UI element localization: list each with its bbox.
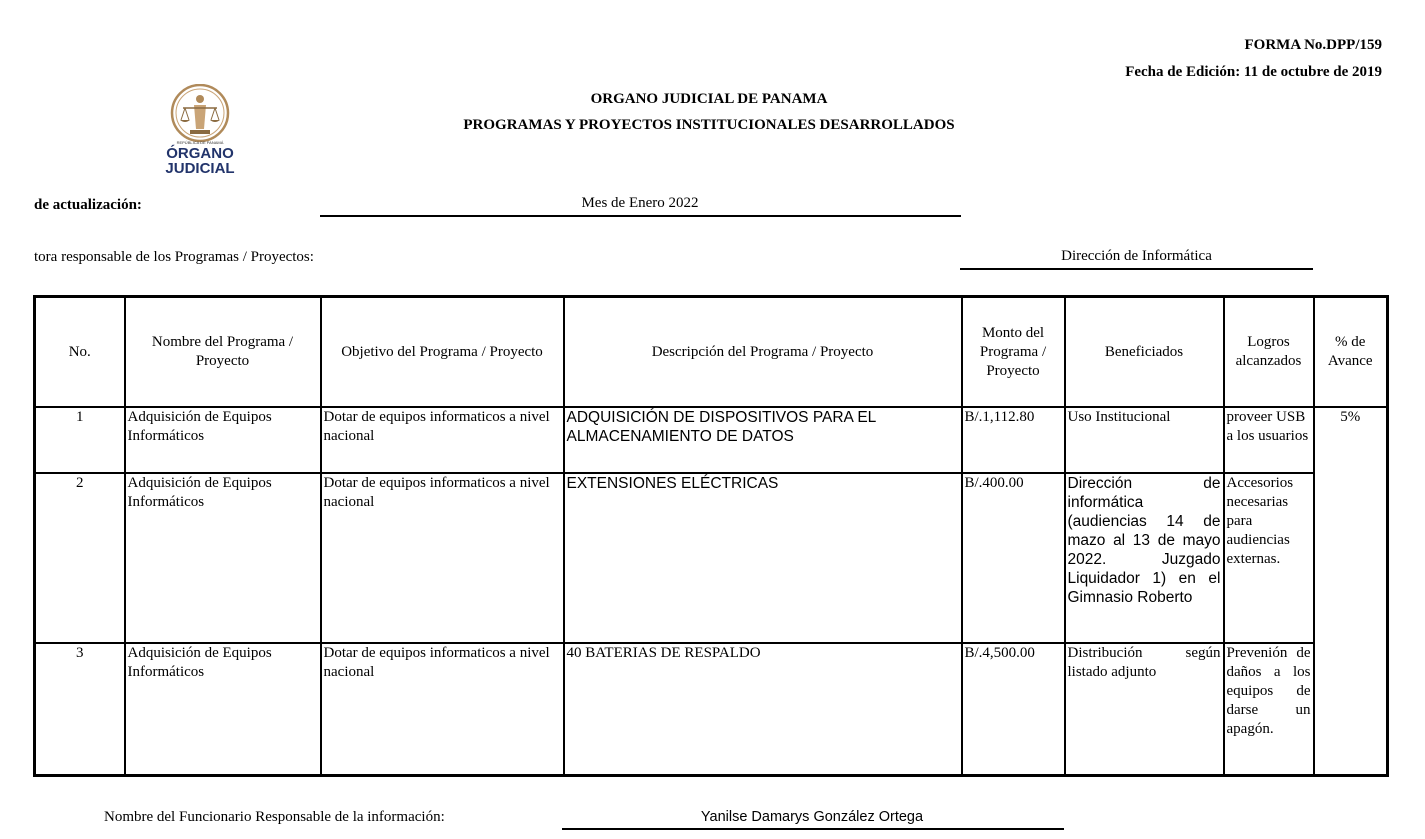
- header-avance: % de Avance: [1314, 297, 1388, 408]
- responsible-official-value: Yanilse Damarys González Ortega: [700, 809, 924, 825]
- cell-monto: B/.400.00: [962, 473, 1065, 643]
- table-row: [35, 473, 1388, 643]
- header-beneficiados: Beneficiados: [1065, 297, 1224, 408]
- document-title: PROGRAMAS Y PROYECTOS INSTITUCIONALES DESARROLLADOS: [463, 117, 955, 133]
- cell-nombre: Adquisición de Equipos Informáticos: [125, 643, 321, 775]
- cell-nombre: Adquisición de Equipos Informáticos: [125, 473, 321, 643]
- cell-descripcion: 40 BATERIAS DE RESPALDO: [564, 643, 962, 775]
- table-header-row: [35, 297, 1388, 408]
- cell-monto: B/.1,112.80: [962, 407, 1065, 473]
- update-date-label: de actualización:: [34, 197, 142, 213]
- cell-logros: Accesorios necesarias para audiencias externas.: [1224, 473, 1314, 643]
- table-row: [35, 643, 1388, 775]
- header-monto: Monto del Programa / Proyecto: [962, 297, 1065, 408]
- update-date-value: Mes de Enero 2022: [581, 195, 699, 211]
- cell-objetivo: Dotar de equipos informaticos a nivel nacional: [321, 643, 564, 775]
- cell-no: 3: [35, 643, 125, 775]
- responsible-unit-underline: [960, 268, 1313, 270]
- cell-descripcion: EXTENSIONES ELÉCTRICAS: [564, 473, 962, 643]
- responsible-official-underline: [562, 828, 1064, 830]
- cell-nombre: Adquisición de Equipos Informáticos: [125, 407, 321, 473]
- cell-beneficiados: Distribución según listado adjunto: [1065, 643, 1224, 775]
- logo-small-text: REPÚBLICA DE PANAMÁ: [176, 140, 224, 145]
- organo-judicial-logo: [157, 84, 243, 176]
- header-objetivo: Objetivo del Programa / Proyecto: [321, 297, 564, 408]
- edition-date: Fecha de Edición: 11 de octubre de 2019: [1125, 64, 1382, 80]
- cell-objetivo: Dotar de equipos informaticos a nivel nacional: [321, 407, 564, 473]
- svg-text:JUDICIAL: JUDICIAL: [165, 160, 235, 176]
- header-descripcion: Descripción del Programa / Proyecto: [564, 297, 962, 408]
- cell-no: 1: [35, 407, 125, 473]
- header-logros: Logros alcanzados: [1224, 297, 1314, 408]
- responsible-official-label: Nombre del Funcionario Responsable de la información:: [104, 809, 445, 825]
- responsible-unit-label: tora responsable de los Programas / Proyectos:: [34, 249, 314, 265]
- beneficiados-text: Dirección de informática (audiencias 14 de mazo al 13 de mayo 2022. Juzgado Liquidador 1) en el Gimnasio Roberto: [1067, 475, 1221, 606]
- cell-monto: B/.4,500.00: [962, 643, 1065, 775]
- cell-objetivo: Dotar de equipos informaticos a nivel nacional: [321, 473, 564, 643]
- table-row: [35, 407, 1388, 473]
- cell-logros: Prevenión de daños a los equipos de darse un apagón.: [1224, 643, 1314, 775]
- svg-text:ÓRGANO: ÓRGANO: [166, 145, 234, 162]
- projects-table: [33, 295, 1389, 777]
- update-date-underline: [320, 215, 961, 217]
- form-number: FORMA No.DPP/159: [1244, 37, 1382, 53]
- organization-title: ORGANO JUDICIAL DE PANAMA: [590, 91, 828, 107]
- responsible-unit-value: Dirección de Informática: [1061, 248, 1212, 264]
- header-nombre: Nombre del Programa / Proyecto: [125, 297, 321, 408]
- cell-no: 2: [35, 473, 125, 643]
- cell-beneficiados: [1065, 473, 1224, 643]
- cell-descripcion: ADQUISICIÓN DE DISPOSITIVOS PARA EL ALMACENAMIENTO DE DATOS: [564, 407, 962, 473]
- cell-logros: proveer USB a los usuarios: [1224, 407, 1314, 473]
- header-no: No.: [35, 297, 125, 408]
- cell-avance: 5%: [1314, 407, 1388, 775]
- cell-beneficiados: Uso Institucional: [1065, 407, 1224, 473]
